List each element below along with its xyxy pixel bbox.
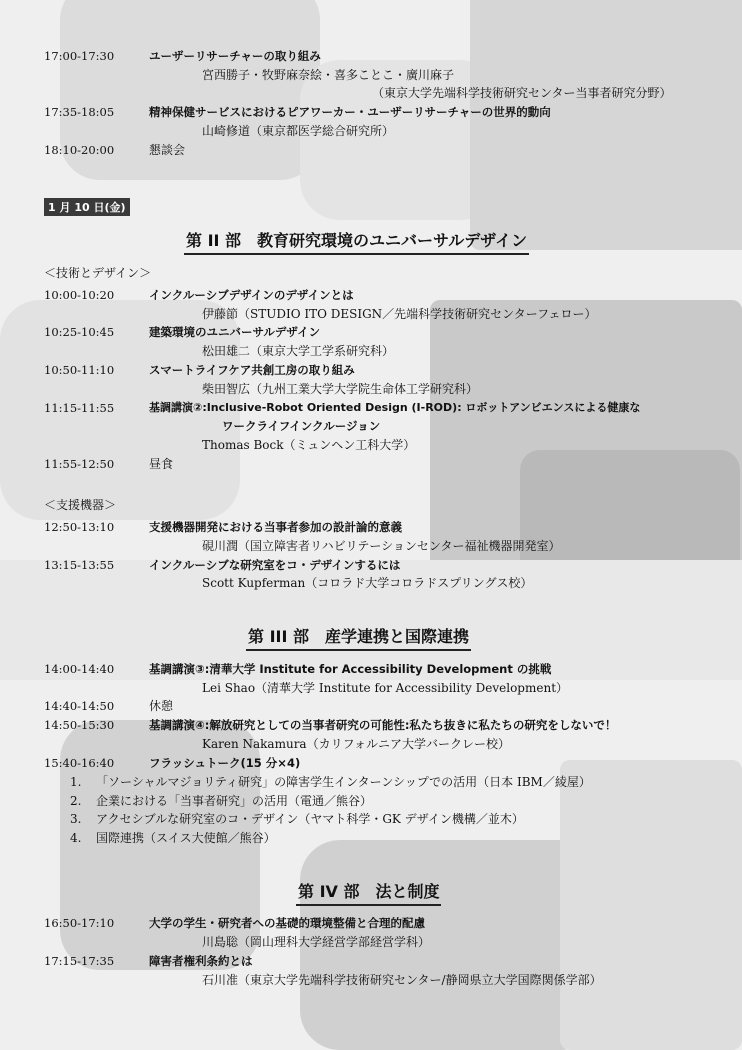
flash-talk-number: 3. <box>70 812 82 826</box>
session-speakers: 山崎修道（東京都医学総合研究所） <box>202 124 395 138</box>
session-title: 基調講演④:解放研究としての当事者研究の可能性:私たち抜きに私たちの研究をしないで！ <box>149 718 617 732</box>
session-time: 15:40-16:40 <box>44 756 115 770</box>
session-title: 基調講演②:Inclusive-Robot Oriented Design (I-ROD): ロボットアンビエンスによる健康な <box>149 401 641 414</box>
session-row <box>44 660 722 678</box>
session-row <box>44 697 722 715</box>
session-time: 11:15-11:55 <box>44 401 115 415</box>
session-affiliation: （東京大学先端科学技術研究センター当事者研究分野） <box>372 86 672 100</box>
session-speakers: Lei Shao（清華大学 Institute for Accessibility Development） <box>202 681 569 695</box>
session-time: 17:35-18:05 <box>44 105 115 119</box>
session-time: 11:55-12:50 <box>44 457 115 471</box>
session-speakers: 硯川潤（国立障害者リハビリテーションセンター福祉機器開発室） <box>202 539 561 553</box>
flash-talk-number: 4. <box>70 831 82 845</box>
session-row <box>44 141 722 159</box>
flash-talk-item <box>70 792 372 810</box>
flash-talk-number: 1. <box>70 775 82 789</box>
session-title: 障害者権利条約とは <box>149 954 253 968</box>
session-time: 14:00-14:40 <box>44 662 115 676</box>
session-title: スマートライフケア共創工房の取り組み <box>149 363 355 377</box>
session-speakers: 松田雄二（東京大学工学系研究科） <box>202 344 395 358</box>
session-speakers: 川島聡（岡山理科大学経営学部経営学科） <box>202 935 431 949</box>
session-time: 10:00-10:20 <box>44 288 115 302</box>
session-title: 基調講演③:清華大学 Institute for Accessibility Development の挑戦 <box>149 662 552 676</box>
flash-talk-item <box>70 810 524 828</box>
flash-talk-text: 国際連携（スイス大使館／熊谷） <box>96 831 276 845</box>
session-time: 16:50-17:10 <box>44 916 115 930</box>
session-speakers: 柴田智広（九州工業大学大学院生命体工学研究科） <box>202 382 479 396</box>
session-time: 12:50-13:10 <box>44 520 115 534</box>
session-title: 支援機器開発における当事者参加の設計論的意義 <box>149 520 402 534</box>
session-speakers: Scott Kupferman（コロラド大学コロラドスプリングス校） <box>202 576 533 590</box>
session-row <box>44 103 722 121</box>
session-speakers: 宮西勝子・牧野麻奈絵・喜多ことこ・廣川麻子 <box>202 68 455 82</box>
session-row <box>44 952 722 970</box>
session-time: 13:15-13:55 <box>44 558 115 572</box>
session-title: ユーザーリサーチャーの取り組み <box>149 49 321 63</box>
session-time: 17:00-17:30 <box>44 49 115 63</box>
session-row <box>44 455 722 473</box>
session-title: 建築環境のユニバーサルデザイン <box>149 325 321 339</box>
section-heading-part3: 第 III 部 産学連携と国際連携 <box>246 624 471 651</box>
session-time: 17:15-17:35 <box>44 954 115 968</box>
category-label: ＜技術とデザイン＞ <box>44 266 152 280</box>
session-title: 休憩 <box>149 699 174 713</box>
session-time: 14:50-15:30 <box>44 718 115 732</box>
session-row <box>44 399 722 417</box>
session-title-continued: ワークライフインクルージョン <box>222 419 381 433</box>
session-time: 10:50-11:10 <box>44 363 115 377</box>
flash-talk-text: アクセシブルな研究室のコ・デザイン（ヤマト科学・GK デザイン機構／並木） <box>96 812 524 826</box>
flash-talk-item <box>70 829 276 847</box>
session-title: 精神保健サービスにおけるピアワーカー・ユーザーリサーチャーの世界的動向 <box>149 105 551 119</box>
session-title: 懇談会 <box>149 143 186 157</box>
session-row <box>44 361 722 379</box>
session-time: 14:40-14:50 <box>44 699 115 713</box>
session-speakers: Karen Nakamura（カリフォルニア大学バークレー校） <box>202 737 510 751</box>
session-title: インクルーシブな研究室をコ・デザインするには <box>149 558 401 572</box>
session-row <box>44 914 722 932</box>
session-title: 大学の学生・研究者への基礎的環境整備と合理的配慮 <box>149 916 425 930</box>
session-time: 18:10-20:00 <box>44 143 115 157</box>
session-row <box>44 556 722 574</box>
date-label: 1 月 10 日(金) <box>44 198 130 216</box>
session-title: インクルーシブデザインのデザインとは <box>149 288 354 302</box>
flash-talk-number: 2. <box>70 794 82 808</box>
session-row <box>44 754 722 772</box>
session-row <box>44 323 722 341</box>
session-time: 10:25-10:45 <box>44 325 115 339</box>
flash-talk-text: 企業における「当事者研究」の活用（電通／熊谷） <box>96 794 373 808</box>
session-speakers: Thomas Bock（ミュンヘン工科大学） <box>202 438 416 452</box>
session-row <box>44 286 722 304</box>
section-heading-part2: 第 II 部 教育研究環境のユニバーサルデザイン <box>184 228 529 255</box>
flash-talk-text: 「ソーシャルマジョリティ研究」の障害学生インターンシップでの活用（日本 IBM／綾屋） <box>96 775 591 789</box>
flash-talk-item <box>70 773 591 791</box>
session-title: 昼食 <box>149 457 174 471</box>
section-heading-part4: 第 IV 部 法と制度 <box>296 879 441 906</box>
session-title: フラッシュトーク(15 分×4) <box>149 756 301 770</box>
session-row <box>44 716 722 734</box>
session-speakers: 伊藤節（STUDIO ITO DESIGN／先端科学技術研究センターフェロー） <box>202 307 597 321</box>
category-label: ＜支援機器＞ <box>44 498 117 512</box>
session-row <box>44 518 722 536</box>
session-row <box>44 47 722 65</box>
session-speakers: 石川准（東京大学先端科学技術研究センター/静岡県立大学国際関係学部） <box>202 973 602 987</box>
